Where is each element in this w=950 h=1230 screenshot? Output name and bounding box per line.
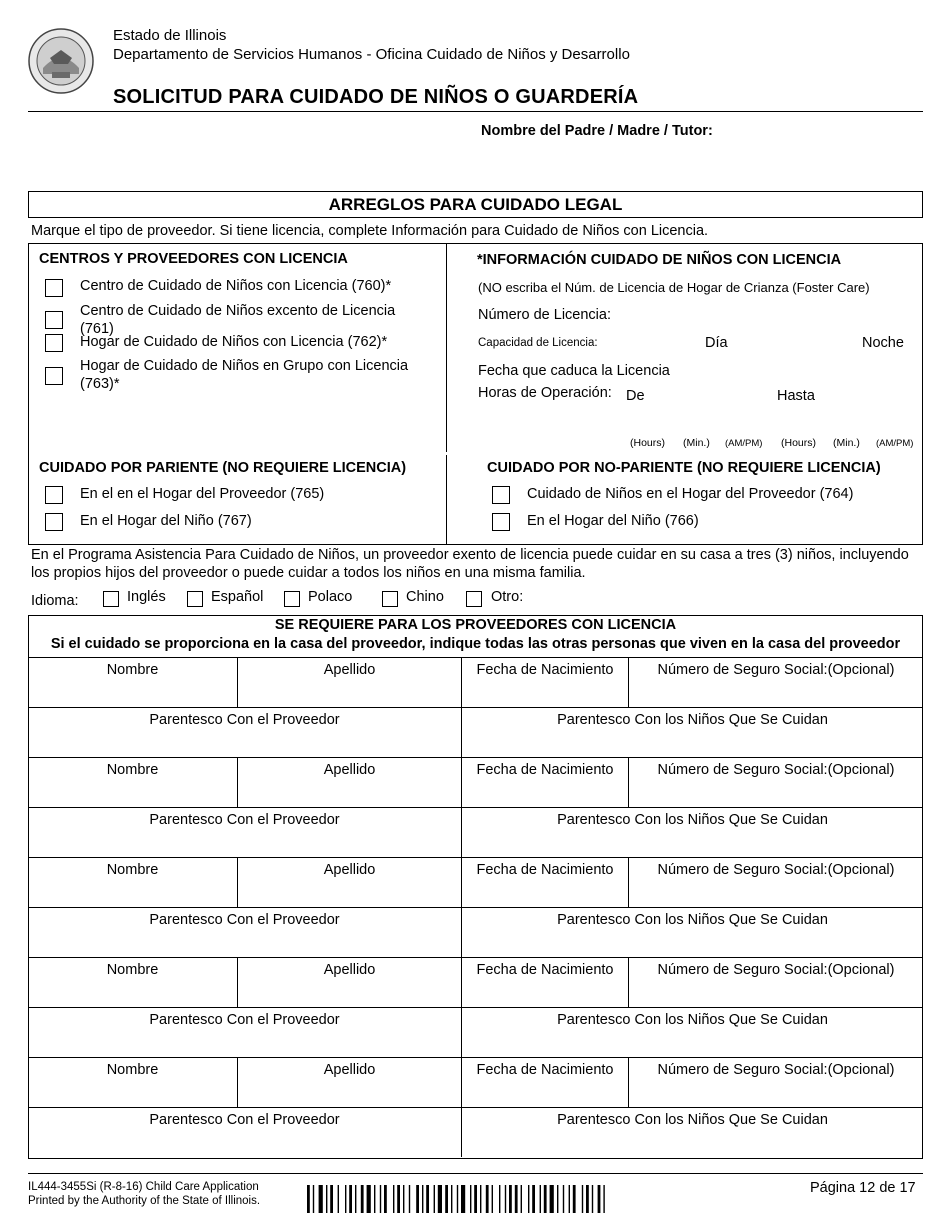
person-row-5: [28, 1057, 923, 1107]
program-note: En el Programa Asistencia Para Cuidado de Niños, un proveedor exento de licencia puede cuidar en su casa a tres (3) niños, incluyendo los propios hijos del proveedor o puede cuidar a todos los niños en una misma familia.: [31, 547, 909, 581]
last-name-field[interactable]: Apellido: [237, 958, 461, 1007]
column-divider-lower: [446, 455, 447, 544]
household-grid: [28, 657, 923, 1157]
unit-min-to: (Min.): [833, 437, 860, 449]
person-row-3: [28, 857, 923, 907]
state-name: Estado de Illinois: [113, 27, 227, 44]
relation-provider-field[interactable]: Parentesco Con el Proveedor: [149, 1112, 340, 1128]
option-765-label: En el en el Hogar del Proveedor (765): [80, 486, 325, 502]
first-name-field[interactable]: Nombre: [106, 762, 159, 778]
relationship-row-1: [28, 707, 923, 757]
dob-field[interactable]: Fecha de Nacimiento: [461, 958, 628, 1007]
first-name-field[interactable]: Nombre: [106, 662, 159, 678]
checkbox-760[interactable]: [45, 279, 63, 297]
checkbox-767[interactable]: [45, 513, 63, 531]
dob-field[interactable]: Fecha de Nacimiento: [461, 858, 628, 907]
last-name-field[interactable]: Apellido: [237, 758, 461, 807]
checkbox-763[interactable]: [45, 367, 63, 385]
dob-field[interactable]: Fecha de Nacimiento: [461, 758, 628, 807]
unit-min-from: (Min.): [683, 437, 710, 449]
option-766-label: En el Hogar del Niño (766): [527, 513, 699, 529]
household-heading: SE REQUIERE PARA LOS PROVEEDORES CON LICENCIA: [274, 617, 677, 633]
provider-instruction: Marque el tipo de proveedor. Si tiene licencia, complete Información para Cuidado de Niños con Licencia.: [31, 223, 709, 239]
column-divider: [446, 244, 447, 452]
page-number: Página 12 de 17: [810, 1180, 916, 1196]
checkbox-762[interactable]: [45, 334, 63, 352]
relative-care-heading: CUIDADO POR PARIENTE (NO REQUIERE LICENCIA): [39, 460, 407, 476]
option-761-label: Centro de Cuidado de Niños excento de Licencia (761): [80, 303, 396, 337]
person-row-1: [28, 657, 923, 707]
dob-field[interactable]: Fecha de Nacimiento: [461, 658, 628, 707]
relation-children-field[interactable]: Parentesco Con los Niños Que Se Cuidan: [461, 1008, 923, 1057]
household-subheading: Si el cuidado se proporciona en la casa del proveedor, indique todas las otras personas que viven en la casa del proveedor: [50, 636, 901, 652]
checkbox-other[interactable]: [466, 591, 482, 607]
hours-to-label: Hasta: [777, 388, 815, 404]
checkbox-spanish[interactable]: [187, 591, 203, 607]
first-name-field[interactable]: Nombre: [106, 962, 159, 978]
printed-by: Printed by the Authority of the State of Illinois.: [28, 1195, 261, 1207]
relation-children-field[interactable]: Parentesco Con los Niños Que Se Cuidan: [461, 808, 923, 857]
checkbox-766[interactable]: [492, 513, 510, 531]
checkbox-english[interactable]: [103, 591, 119, 607]
licensed-providers-heading: CENTROS Y PROVEEDORES CON LICENCIA: [39, 251, 348, 267]
foster-care-note: (NO escriba el Núm. de Licencia de Hogar de Crianza (Foster Care): [478, 280, 870, 295]
language-other-label: Otro:: [491, 589, 524, 605]
page-title: SOLICITUD PARA CUIDADO DE NIÑOS O GUARDERÍA: [113, 86, 639, 108]
language-polish-label: Polaco: [308, 589, 353, 605]
language-spanish-label: Español: [211, 589, 264, 605]
person-row-2: [28, 757, 923, 807]
unit-hours-to: (Hours): [781, 437, 817, 449]
option-763-label: Hogar de Cuidado de Niños en Grupo con Licencia (763)*: [80, 358, 409, 392]
barcode-image: [307, 1185, 644, 1213]
person-row-4: [28, 957, 923, 1007]
ssn-field[interactable]: Número de Seguro Social:(Opcional): [628, 958, 923, 1007]
language-chinese-label: Chino: [406, 589, 444, 605]
license-capacity-label: Capacidad de Licencia:: [478, 337, 598, 349]
hours-operation-label: Horas de Operación:: [478, 385, 612, 401]
legal-care-title: ARREGLOS PARA CUIDADO LEGAL: [28, 191, 923, 218]
capacity-day-label: Día: [705, 335, 728, 351]
checkbox-761[interactable]: [45, 311, 63, 329]
checkbox-765[interactable]: [45, 486, 63, 504]
footer-divider: [28, 1173, 923, 1174]
language-label: Idioma:: [31, 593, 79, 609]
relation-children-field[interactable]: Parentesco Con los Niños Que Se Cuidan: [461, 908, 923, 957]
state-seal-logo: [28, 28, 94, 94]
dob-field[interactable]: Fecha de Nacimiento: [461, 1058, 628, 1107]
department-name: Departamento de Servicios Humanos - Oficina Cuidado de Niños y Desarrollo: [113, 46, 630, 63]
language-english-label: Inglés: [127, 589, 166, 605]
last-name-field[interactable]: Apellido: [237, 1058, 461, 1107]
relation-children-field[interactable]: Parentesco Con los Niños Que Se Cuidan: [461, 1108, 923, 1157]
option-762-label: Hogar de Cuidado de Niños con Licencia (762)*: [80, 334, 388, 350]
first-name-field[interactable]: Nombre: [106, 862, 159, 878]
relation-provider-field[interactable]: Parentesco Con el Proveedor: [149, 912, 340, 928]
relation-provider-field[interactable]: Parentesco Con el Proveedor: [149, 812, 340, 828]
hours-from-label: De: [626, 388, 645, 404]
license-number-label: Número de Licencia:: [478, 307, 611, 323]
unit-ampm-to: (AM/PM): [876, 438, 914, 449]
ssn-field[interactable]: Número de Seguro Social:(Opcional): [628, 1058, 923, 1107]
nonrelative-care-heading: CUIDADO POR NO-PARIENTE (NO REQUIERE LICENCIA): [487, 460, 881, 476]
license-info-heading: *INFORMACIÓN CUIDADO DE NIÑOS CON LICENCIA: [477, 252, 842, 268]
option-764-label: Cuidado de Niños en el Hogar del Proveedor (764): [527, 486, 854, 502]
option-767-label: En el Hogar del Niño (767): [80, 513, 252, 529]
last-name-field[interactable]: Apellido: [237, 858, 461, 907]
first-name-field[interactable]: Nombre: [106, 1062, 159, 1078]
relation-provider-field[interactable]: Parentesco Con el Proveedor: [149, 712, 340, 728]
relationship-row-3: [28, 907, 923, 957]
checkbox-polish[interactable]: [284, 591, 300, 607]
relationship-row-2: [28, 807, 923, 857]
relationship-row-4: [28, 1007, 923, 1057]
parent-name-label: Nombre del Padre / Madre / Tutor:: [481, 123, 713, 139]
checkbox-chinese[interactable]: [382, 591, 398, 607]
last-name-field[interactable]: Apellido: [237, 658, 461, 707]
unit-ampm-from: (AM/PM): [725, 438, 763, 449]
capacity-night-label: Noche: [862, 335, 904, 351]
form-id: IL444-3455Si (R-8-16) Child Care Application: [28, 1181, 259, 1193]
checkbox-764[interactable]: [492, 486, 510, 504]
relationship-row-5: [28, 1107, 923, 1157]
ssn-field[interactable]: Número de Seguro Social:(Opcional): [628, 758, 923, 807]
license-expiry-label: Fecha que caduca la Licencia: [478, 363, 670, 379]
relation-provider-field[interactable]: Parentesco Con el Proveedor: [149, 1012, 340, 1028]
header-divider: [28, 111, 923, 112]
relation-children-field[interactable]: Parentesco Con los Niños Que Se Cuidan: [461, 708, 923, 757]
option-760-label: Centro de Cuidado de Niños con Licencia (760)*: [80, 278, 392, 294]
ssn-field[interactable]: Número de Seguro Social:(Opcional): [628, 858, 923, 907]
unit-hours-from: (Hours): [630, 437, 666, 449]
ssn-field[interactable]: Número de Seguro Social:(Opcional): [628, 658, 923, 707]
